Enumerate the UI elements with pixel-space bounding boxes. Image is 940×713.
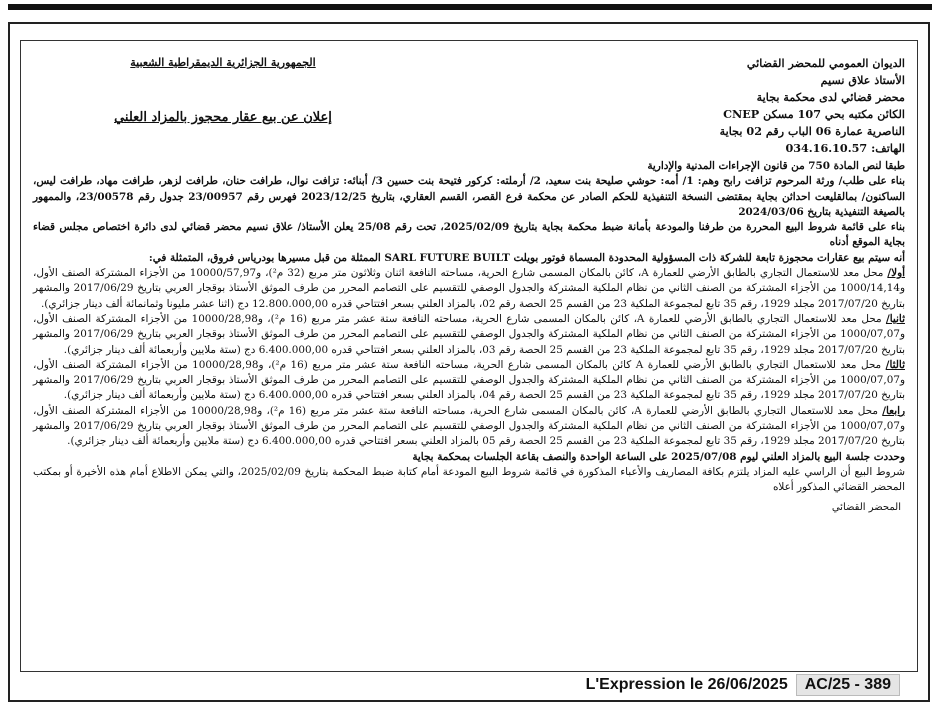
office-line: الديوان العمومي للمحضر القضائي [746,56,905,70]
publication-line: L'Expression le 26/06/2025 [585,676,788,693]
office-line: محضر قضائي لدى محكمة بجاية [756,90,905,104]
office-line: الناصرية عمارة 06 الباب رقم 02 بجاية [719,124,905,138]
auction-session: وحددت جلسة البيع بالمزاد العلني ليوم 2025/07/08 على الساعة الواحدة والنصف بقاعة الجلسات بمحكمة بجاية [412,450,905,463]
sale-conditions-deposit: بناء على قائمة شروط البيع المحررة من طرفنا والمودعة بأمانة ضبط محكمة بجاية بتاريخ 2025/02/09، تحت رقم 25/08 يعلن الأستاذ/ علاق نسيم محضر قضائي لدى دائرة اختصاص مجلس قضاء بجاية الموقع أدناه [33,221,905,249]
court-officer-signature: المحضر القضائي [831,501,901,513]
requesting-parties: بناء على طلب/ ورثة المرحوم تزافت رابح وهم: 1/ أمه: حوشي صليحة بنت سعيد، 2/ أرملته: كركور فتيحة بنت حسين 3/ أبنائه: تزافت نوال، طرافت حنان، طرافت لزهر، طرافت مهاد، طرافت ليس، الساكنون/ بمالقليعت احداثن بجاية بمقتضى النسخة التنفيذية للحكم الصادر عن محكمة فرع القصر، القسم العقاري، بتاريخ 2023/12/25 فهرس رقم 23/00957 جدول رقم 23/00578، والممهور بالصيغة التنفيذية بتاريخ 2024/03/06 [33,175,906,218]
notice-title-text: إعلان عن بيع عقار محجوز بالمزاد العلني [114,110,332,126]
item-text: محل معد للاستعمال التجاري بالطابق الأرضي للعمارة A كائن بالمكان المسمى شارع الحرية، مساحته النافعة ستة عشر متر مربع (16 م²)، و10000/28,98 من الأجزاء المشتركة الصنف الأول، و1000/07,07 من الأجزاء المشتركة من الصنف الثاني من نظام الملكية المشتركة والجدول الوصفي للتقسيم على التصامم المحرر من طرف الموثق الأستاذ بوقجار العربي بتاريخ 2017/06/29 والمشهر بتاريخ 2017/07/20 مجلد 1929، رقم 35 تابع لمجموعة الملكية 23 من القسم 25 الحصة رقم 04، بالمزاد العلني بسعر افتتاحي قدره 6.400.000,00 دج (ستة ملايين وأربعمائة ألف دينار جزائري). [33,358,905,402]
office-line: الكائن مكتبه بحي 107 مسكن CNEP [723,107,905,121]
item-label: ثالثا/ [885,358,905,371]
top-rule [8,4,932,10]
legal-basis: طبقا لنص المادة 750 من قانون الإجراءات المدنية والإدارية [647,160,905,172]
item-label: ثانيا/ [885,312,905,325]
item-label: رابعا/ [882,404,905,417]
property-item-1 [33,266,905,312]
item-text: محل معد للاستعمال التجاري بالطابق الأرضي للعمارة A، كائن بالمكان المسمى شارع الحرية، مساحته النافعة اثنان وثلاثون متر مربع (32 م²)، و10000/57,97 من الأجزاء المشتركة الصنف الأول، و1000/14,14 من الأجزاء المشتركة من الصنف الثاني من نظام الملكية المشتركة والجدول الوصفي للتقسيم على التصامم المحرر من طرف الموثق الأستاذ بوقجار العربي بتاريخ 2017/06/29 والمشهر بتاريخ 2017/07/20 مجلد 1929، رقم 35 تابع لمجموعة الملكية 23 من القسم 25 الحصة رقم 02، بالمزاد العلني بسعر افتتاحي قدره 12.800.000,00 دج (اثنا عشر مليونا وثمانمائة ألف دينار جزائري). [33,267,905,310]
reference-badge: AC/25 - 389 [796,674,900,696]
sale-terms: شروط البيع أن الراسي عليه المزاد يلتزم بكافة المصاريف والأعباء المذكورة في قائمة شروط البيع المودعة أمام كتابة ضبط المحكمة بتاريخ 2025/02/09، والتي يمكن الاطلاع أمام هذه الأخيرة أو بمكتب المحضر القضائي المذكور أعلاه [33,465,906,494]
republic-heading: الجمهورية الجزائرية الديمقراطية الشعبية [130,56,316,69]
notice-title [33,110,413,125]
office-line: الأستاذ علاق نسيم [820,73,905,87]
notice-header [33,55,905,157]
republic-block [33,55,413,157]
item-text: محل معد للاستعمال التجاري بالطابق الأرضي للعمارة A، كائن بالمكان المسمى شارع الحرية، مساحته النافعة ستة عشر متر مربع (16 م²)، و10000/28,98 من الأجزاء المشتركة الصنف الأول، و1000/07,07 من الأجزاء المشتركة من الصنف الثاني من نظام الملكية المشتركة والجدول الوصفي للتقسيم على التصامم المحرر من طرف الموثق الأستاذ بوقجار العربي بتاريخ 2017/06/29 والمشهر بتاريخ 2017/07/20 مجلد 1929، رقم 35 تابع لمجموعة الملكية 23 من القسم 25 الحصة رقم 03، بالمزاد العلني بسعر افتتاحي قدره 6.400.000,00 دج (ستة ملايين وأربعمائة ألف دينار جزائري). [33,312,905,356]
publication-footer [580,674,906,696]
notice-content [20,40,918,672]
notice-frame [8,22,930,702]
item-label: أولا/ [887,267,905,280]
item-text: محل معد للاستعمال التجاري بالطابق الأرضي للعمارة A، كائن بالمكان المسمى شارع الحرية، مساحته النافعة ستة عشر متر مربع (16 م²)، و10000/28,98 من الأجزاء المشتركة الصنف الأول، و1000/07,07 من الأجزاء المشتركة من الصنف الثاني من نظام الملكية المشتركة والجدول الوصفي للتقسيم على التصامم المحرر من طرف الموثق الأستاذ بوقجار العربي بتاريخ 2017/06/29 والمشهر بتاريخ 2017/07/20 مجلد 1929، رقم 35 تابع لمجموعة الملكية 23 من القسم 25 الحصة رقم 05 بالمزاد العلني بسعر افتتاحي قدره 6.400.000,00 دج (ستة ملايين وأربعمائة ألف دينار جزائري). [33,404,905,448]
seized-company: أنه سيتم بيع عقارات محجوزة تابعة للشركة ذات المسؤولية المحدودة المسماة فوتور بويلت SARL FUTURE BUILT الممثلة من قبل مسيرها بودرياس فروق، المتمثلة في: [148,251,905,264]
property-item-3 [33,358,905,404]
bailiff-office-block [605,55,905,157]
property-item-4 [33,404,905,450]
property-item-2 [33,312,905,358]
office-phone: الهاتف: 034.16.10.57 [785,141,905,155]
